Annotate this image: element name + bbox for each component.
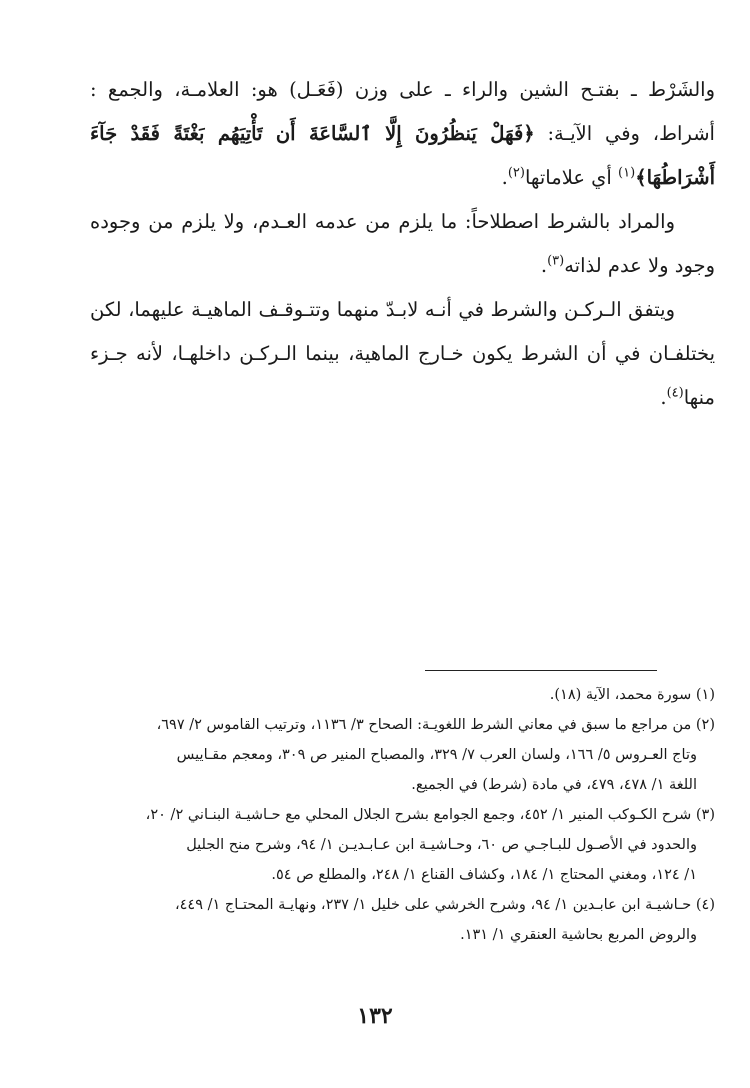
p1-line1: والشَرْط ـ بفتـح الشين والراء ـ على وزن (فَعَـل) هو: العلامـة، والجمع :	[90, 78, 715, 101]
paragraph-1	[90, 68, 715, 200]
footnote-2-line-2: وتاج العـروس ٥/ ١٦٦، ولسان العرب ٧/ ٣٢٩، والمصباح المنير ص ٣٠٩، ومعجم مقـاييس	[176, 747, 697, 763]
p1-tail: أي علاماتها	[524, 166, 619, 189]
main-text	[90, 68, 715, 420]
footnotes	[95, 680, 715, 950]
p3-end: .	[660, 386, 667, 409]
page-number: ١٣٢	[357, 1003, 393, 1029]
footnote-ref-1: (١)	[618, 165, 636, 181]
footnote-ref-3: (٣)	[547, 253, 565, 269]
quran-verse: ﴿فَهَلْ يَنظُرُونَ إِلَّا ٱلسَّاعَةَ أَن تَأْتِيَهُم بَغْتَةً فَقَدْ جَآءَ أَشْرَاطُهَا﴾	[90, 122, 715, 189]
p1-line2: أشراط، وفي الآيـة:	[534, 122, 715, 145]
p2-end: .	[540, 254, 548, 277]
footnote-divider	[425, 670, 657, 671]
footnote-1: (١) سورة محمد، الآية (١٨).	[549, 687, 715, 703]
footnote-ref-2: (٢)	[507, 165, 525, 181]
footnote-4-line-2: والروض المربع بحاشية العنقري ١/ ١٣١.	[460, 927, 697, 943]
p1-end: .	[501, 166, 508, 189]
paragraph-2	[90, 200, 715, 288]
footnote-2-line-3: اللغة ١/ ٤٧٨، ٤٧٩، في مادة (شرط) في الجميع.	[411, 777, 697, 793]
footnote-ref-4: (٤)	[666, 385, 684, 401]
p3-text: ويتفق الـركـن والشرط في أنـه لابـدّ منهما وتتـوقـف الماهيـة عليهما، لكن يختلفـان في أن الشرط يكون خـارج الماهية، بينما الـركـن داخلهـا، لأنه جـزء منها	[90, 298, 715, 409]
p2-text: والمراد بالشرط اصطلاحاً: ما يلزم من عدمه العـدم، ولا يلزم من وجوده وجود ولا عدم لذاته	[90, 210, 715, 277]
footnote-3-line-1: (٣) شرح الكـوكب المنير ١/ ٤٥٢، وجمع الجوامع بشرح الجلال المحلي مع حـاشيـة البنـاني ٢/ ٢٠،	[145, 807, 715, 823]
footnote-2-line-1: (٢) من مراجع ما سبق في معاني الشرط اللغويـة: الصحاح ٣/ ١١٣٦، وترتيب القاموس ٢/ ٦٩٧،	[156, 717, 715, 733]
footnote-3-line-3: ١/ ١٢٤، ومغني المحتاج ١/ ١٨٤، وكشاف القناع ١/ ٢٤٨، والمطلع ص ٥٤.	[271, 867, 697, 883]
footnote-3-line-2: والحدود في الأصـول للبـاجـي ص ٦٠، وحـاشيـة ابن عـابـديـن ١/ ٩٤، وشرح منح الجليل	[186, 837, 697, 853]
paragraph-3	[90, 288, 715, 420]
footnote-4-line-1: (٤) حـاشيـة ابن عابـدين ١/ ٩٤، وشرح الخرشي على خليل ١/ ٢٣٧، ونهايـة المحتـاج ١/ ٤٤٩،	[174, 897, 715, 913]
